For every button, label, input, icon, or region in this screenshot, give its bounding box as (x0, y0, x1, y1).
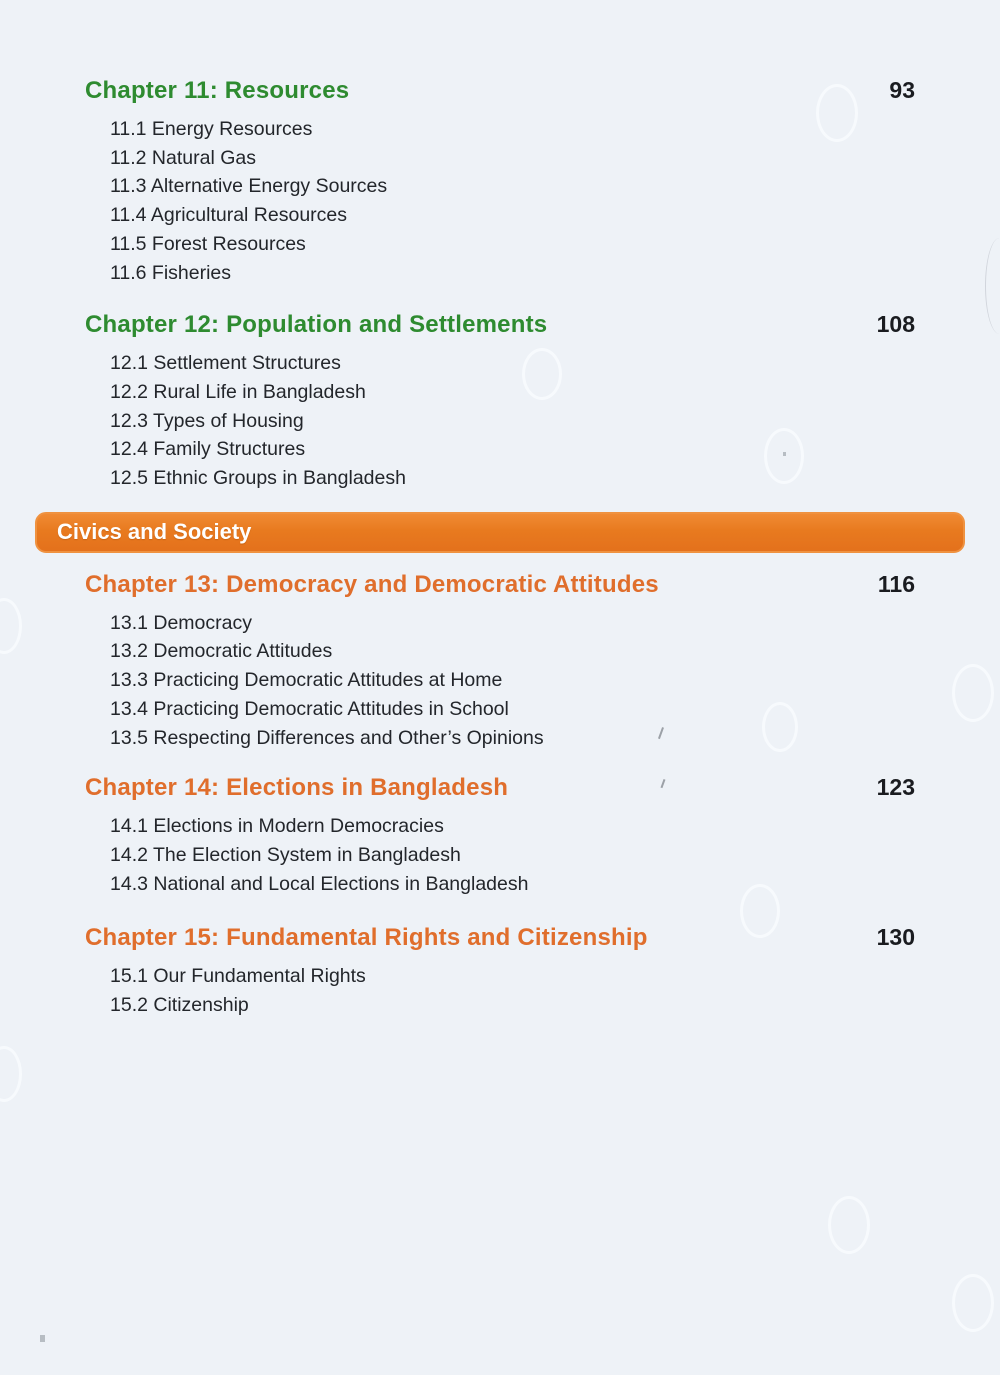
chapter-item-list (85, 115, 915, 287)
toc-item: 11.1 Energy Resources (110, 118, 313, 140)
chapter-page-number: 116 (877, 570, 915, 597)
chapter-title: Chapter 14: Elections in Bangladesh (85, 774, 509, 802)
toc-item: 14.2 The Election System in Bangladesh (110, 843, 461, 866)
toc-item: 11.3 Alternative Energy Sources (110, 175, 388, 198)
toc-item: 13.4 Practicing Democratic Attitudes in School (110, 697, 509, 720)
toc-item: 11.2 Natural Gas (110, 146, 256, 169)
chapter-14-block (85, 772, 915, 898)
toc-item: 13.2 Democratic Attitudes (110, 640, 333, 663)
chapter-11-block (85, 75, 915, 287)
scan-speck (40, 1335, 45, 1342)
chapter-12-block (85, 309, 915, 493)
toc-item: 12.2 Rural Life in Bangladesh (110, 380, 366, 403)
toc-item: 11.4 Agricultural Resources (110, 204, 348, 227)
toc-item: 13.1 Democracy (110, 611, 252, 634)
section-banner-label: Civics and Society (57, 519, 252, 545)
chapter-page-number: 93 (889, 77, 915, 103)
watermark-ring (828, 1196, 870, 1254)
chapter-page-number: 130 (876, 924, 915, 951)
chapter-heading (85, 309, 915, 340)
toc-item: 15.2 Citizenship (110, 994, 249, 1017)
chapter-heading (85, 569, 915, 600)
chapter-heading (85, 75, 915, 106)
chapter-title: Chapter 12: Population and Settlements (85, 311, 548, 339)
chapter-item-list (85, 349, 915, 493)
chapter-page-number: 108 (876, 311, 915, 338)
section-banner-civics-and-society (35, 512, 965, 553)
toc-item: 13.5 Respecting Differences and Other’s Opinions (110, 726, 544, 749)
chapter-title: Chapter 11: Resources (85, 77, 350, 104)
toc-item: 15.1 Our Fundamental Rights (110, 965, 366, 988)
chapter-item-list (85, 962, 915, 1019)
chapter-title: Chapter 15: Fundamental Rights and Citizenship (85, 924, 648, 952)
chapter-15-block (85, 922, 915, 1019)
toc-item: 14.3 National and Local Elections in Bangladesh (110, 872, 529, 895)
chapter-page-number: 123 (876, 774, 915, 801)
watermark-ring (0, 1046, 22, 1102)
watermark-ring (952, 1274, 994, 1332)
chapter-title: Chapter 13: Democracy and Democratic Attitudes (85, 570, 659, 598)
chapter-item-list (85, 812, 915, 898)
toc-item: 12.4 Family Structures (110, 438, 306, 461)
toc-item: 13.3 Practicing Democratic Attitudes at Home (110, 669, 503, 692)
toc-item: 11.6 Fisheries (110, 261, 232, 284)
chapter-item-list (85, 609, 915, 753)
toc-item: 12.1 Settlement Structures (110, 352, 341, 375)
chapter-heading (85, 772, 915, 803)
toc-item: 12.5 Ethnic Groups in Bangladesh (110, 467, 406, 490)
toc-item: 11.5 Forest Resources (110, 232, 306, 255)
toc-item: 12.3 Types of Housing (110, 409, 304, 432)
chapter-13-block (85, 569, 915, 753)
chapter-heading (85, 922, 915, 953)
toc-item: 14.1 Elections in Modern Democracies (110, 815, 444, 838)
